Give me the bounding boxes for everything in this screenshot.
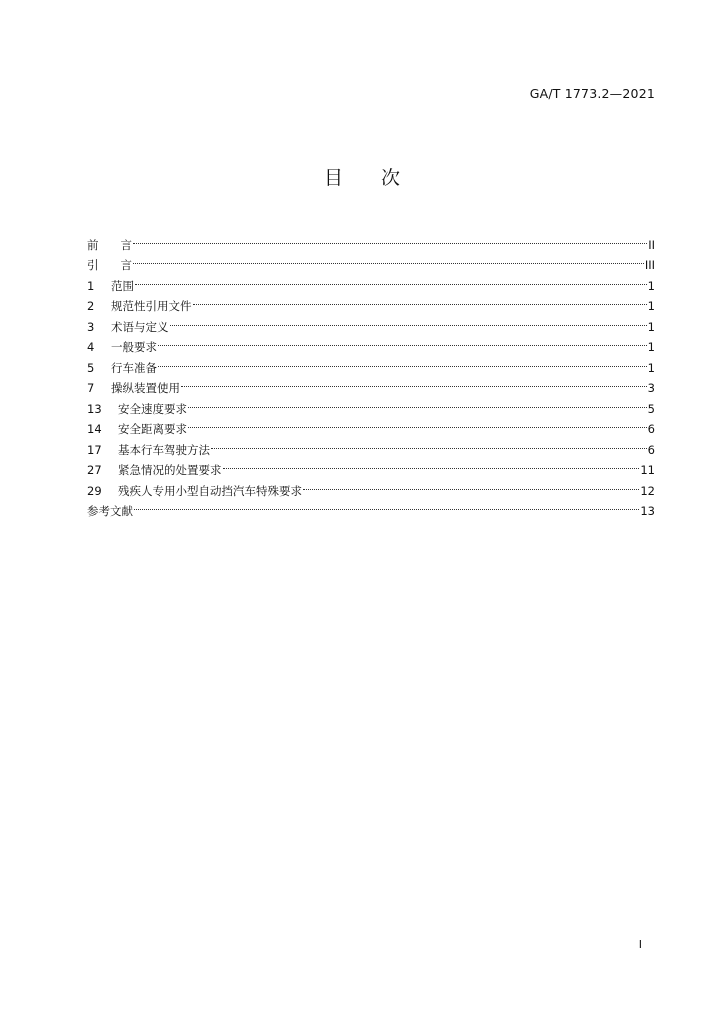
toc-entry-page: 1 xyxy=(647,278,655,293)
toc-entry-page: II xyxy=(648,237,655,252)
toc-entry-page: 13 xyxy=(640,504,655,518)
dot-leader xyxy=(303,474,639,495)
dot-leader xyxy=(134,495,639,516)
toc-title-char-1: 目 xyxy=(323,167,343,189)
toc-entry-label: 前 言 xyxy=(87,237,132,252)
toc-entry-number: 7 xyxy=(87,381,95,395)
toc-entry-label: 残疾人专用小型自动挡汽车特殊要求 xyxy=(118,483,302,498)
toc-entry-number: 2 xyxy=(87,299,95,313)
toc-entry-page: 1 xyxy=(647,319,655,334)
toc-entry-label: 紧急情况的处置要求 xyxy=(118,463,222,477)
toc-entry-introduction[interactable] xyxy=(87,249,655,270)
toc-entry-page: 5 xyxy=(647,401,655,416)
toc-entry-number: 29 xyxy=(87,483,102,498)
dot-leader xyxy=(223,454,640,475)
dot-leader xyxy=(133,228,647,249)
toc-entry-page: 3 xyxy=(647,381,655,395)
toc-entry-foreword[interactable] xyxy=(87,228,655,252)
toc-entry-5[interactable] xyxy=(87,351,655,375)
toc-entry-number: 14 xyxy=(87,422,102,436)
toc-entry-page: 1 xyxy=(647,360,655,375)
toc-entry-number: 17 xyxy=(87,442,102,457)
toc-entry-label: 基本行车驾驶方法 xyxy=(118,442,210,457)
toc-entry-2[interactable] xyxy=(87,290,655,311)
toc-entry-references[interactable] xyxy=(87,495,655,516)
toc-entry-label: 术语与定义 xyxy=(111,319,169,334)
toc-entry-page: 1 xyxy=(647,299,655,313)
toc-entry-page: III xyxy=(644,258,655,272)
toc-entry-label: 安全距离要求 xyxy=(118,422,187,436)
page-number: I xyxy=(638,938,642,951)
toc-entry-page: 12 xyxy=(640,483,655,498)
dot-leader xyxy=(181,372,647,393)
toc-entry-number: 3 xyxy=(87,319,95,334)
toc-entry-label: 行车准备 xyxy=(111,360,157,375)
toc-entry-1[interactable] xyxy=(87,269,655,293)
toc-title xyxy=(0,163,724,190)
toc-entry-number: 13 xyxy=(87,401,102,416)
toc-entry-7[interactable] xyxy=(87,372,655,393)
toc-entry-label: 规范性引用文件 xyxy=(111,299,192,313)
toc-entry-page: 1 xyxy=(647,340,655,354)
toc-entry-3[interactable] xyxy=(87,310,655,334)
toc-entry-number: 27 xyxy=(87,463,102,477)
toc-entry-4[interactable] xyxy=(87,331,655,352)
toc-title-char-2: 次 xyxy=(381,167,401,189)
dot-leader xyxy=(193,290,647,311)
toc-entry-page: 6 xyxy=(647,442,655,457)
toc-entry-number: 4 xyxy=(87,340,95,354)
toc-entry-label: 引 言 xyxy=(87,258,132,272)
toc-entry-page: 11 xyxy=(640,463,655,477)
toc-entry-label: 一般要求 xyxy=(111,340,157,354)
toc-entry-label: 操纵装置使用 xyxy=(111,381,180,395)
toc-entry-label: 安全速度要求 xyxy=(118,401,187,416)
dot-leader xyxy=(188,392,647,413)
dot-leader xyxy=(135,269,647,290)
table-of-contents xyxy=(87,228,655,518)
dot-leader xyxy=(170,310,647,331)
toc-entry-label: 范围 xyxy=(111,278,134,293)
toc-entry-number: 1 xyxy=(87,278,95,293)
standard-code: GA/T 1773.2—2021 xyxy=(529,86,655,101)
dot-leader xyxy=(158,351,647,372)
dot-leader xyxy=(133,249,644,270)
toc-entry-label: 参考文献 xyxy=(87,504,133,518)
dot-leader xyxy=(158,331,647,352)
dot-leader xyxy=(211,433,647,454)
toc-entry-number: 5 xyxy=(87,360,95,375)
dot-leader xyxy=(188,413,647,434)
toc-entry-page: 6 xyxy=(647,422,655,436)
